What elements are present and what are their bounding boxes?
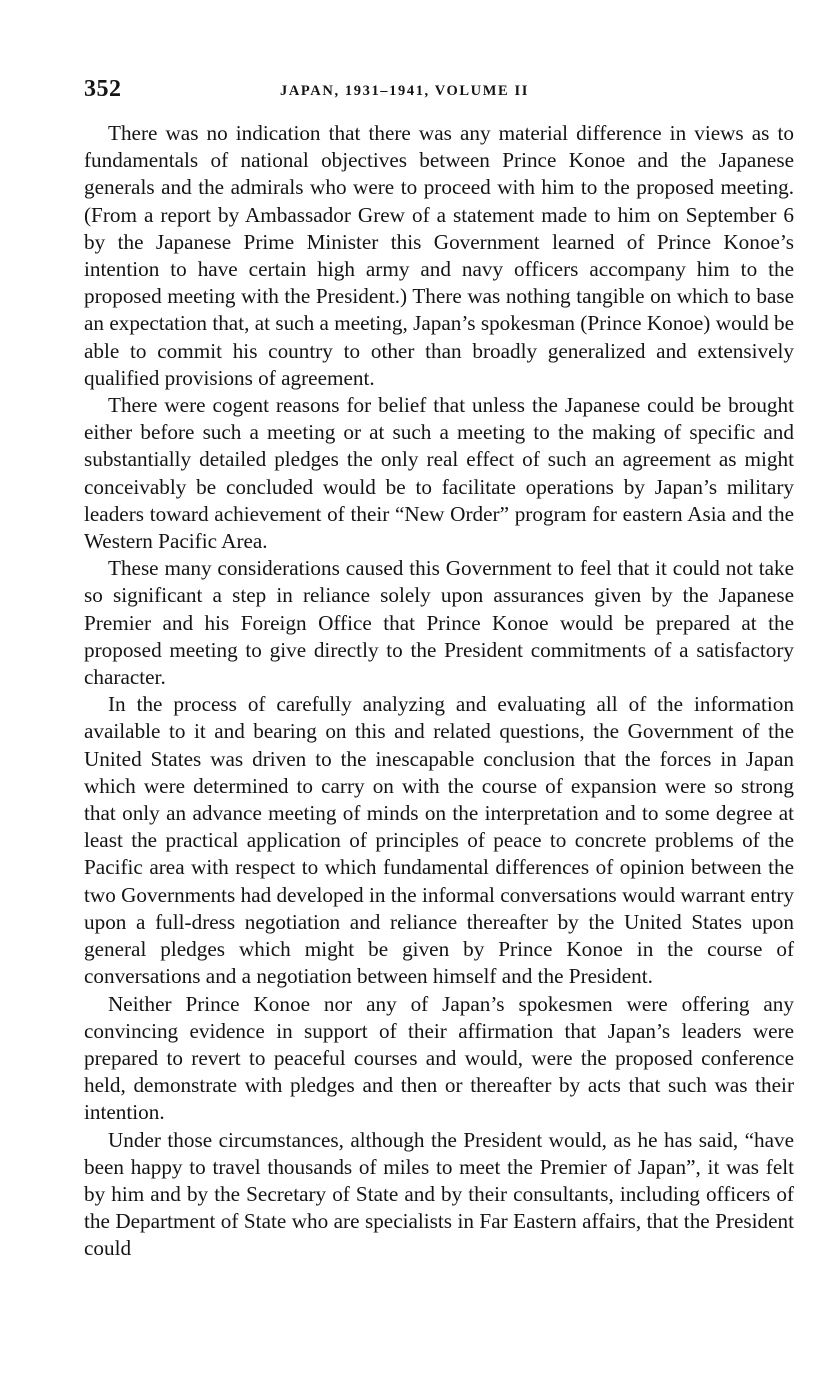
paragraph: Neither Prince Konoe nor any of Japan’s spokesmen were offering any convincing evidence in support of their affirmation that Japan’s leaders were prepared to revert to peaceful courses and would, were the proposed conference held, demonstrate with pledges and then or thereafter by acts that such was their intention. — [84, 991, 794, 1125]
page-header — [84, 76, 794, 110]
paragraph: There were cogent reasons for belief that unless the Japanese could be brought either before such a meeting or at such a meeting to the making of specific and substantially detailed pledges the only real effect of such an agreement as might conceivably be concluded would be to facilitate operations by Japan’s military leaders toward achievement of their “New Order” program for eastern Asia and the Western Pacific Area. — [84, 393, 794, 554]
paragraph: These many considerations caused this Government to feel that it could not take so significant a step in reliance solely upon assurances given by the Japanese Premier and his Foreign Office that Prince Konoe would be prepared at the proposed meeting to give directly to the President commitments of a satisfactory character. — [84, 556, 794, 690]
page-number: 352 — [84, 76, 122, 102]
paragraph: There was no indication that there was any material difference in views as to fundamentals of national objectives between Prince Konoe and the Japanese generals and the admirals who were to proceed with him to the proposed meeting. (From a report by Ambassador Grew of a statement made to him on September 6 by the Japanese Prime Minister this Government learned of Prince Konoe’s intention to have certain high army and navy officers accompany him to the proposed meeting with the President.) There was nothing tangible on which to base an expectation that, at such a meeting, Japan’s spokesman (Prince Konoe) would be able to commit his country to other than broadly generalized and extensively qualified provisions of agreement. — [84, 121, 794, 390]
paragraph: Under those circumstances, although the President would, as he has said, “have been happy to travel thousands of miles to meet the Premier of Japan”, it was felt by him and by the Secretary of State and by their consultants, including officers of the Department of State who are specialists in Far Eastern affairs, that the President could — [84, 1127, 794, 1261]
running-head: JAPAN, 1931–1941, VOLUME II — [280, 83, 530, 99]
body-text — [84, 120, 794, 1263]
paragraph: In the process of carefully analyzing and evaluating all of the information available to it and bearing on this and related questions, the Government of the United States was driven to the inescapable conclusion that the forces in Japan which were determined to carry on with the course of expansion were so strong that only an advance meeting of minds on the interpretation and to some degree at least the practical application of principles of peace to concrete problems of the Pacific area with respect to which fundamental differences of opinion between the two Governments had developed in the informal conversations would warrant entry upon a full-dress negotiation and reliance thereafter by the United States upon general pledges which might be given by Prince Konoe in the course of conversations and a negotiation between himself and the President. — [84, 692, 794, 989]
